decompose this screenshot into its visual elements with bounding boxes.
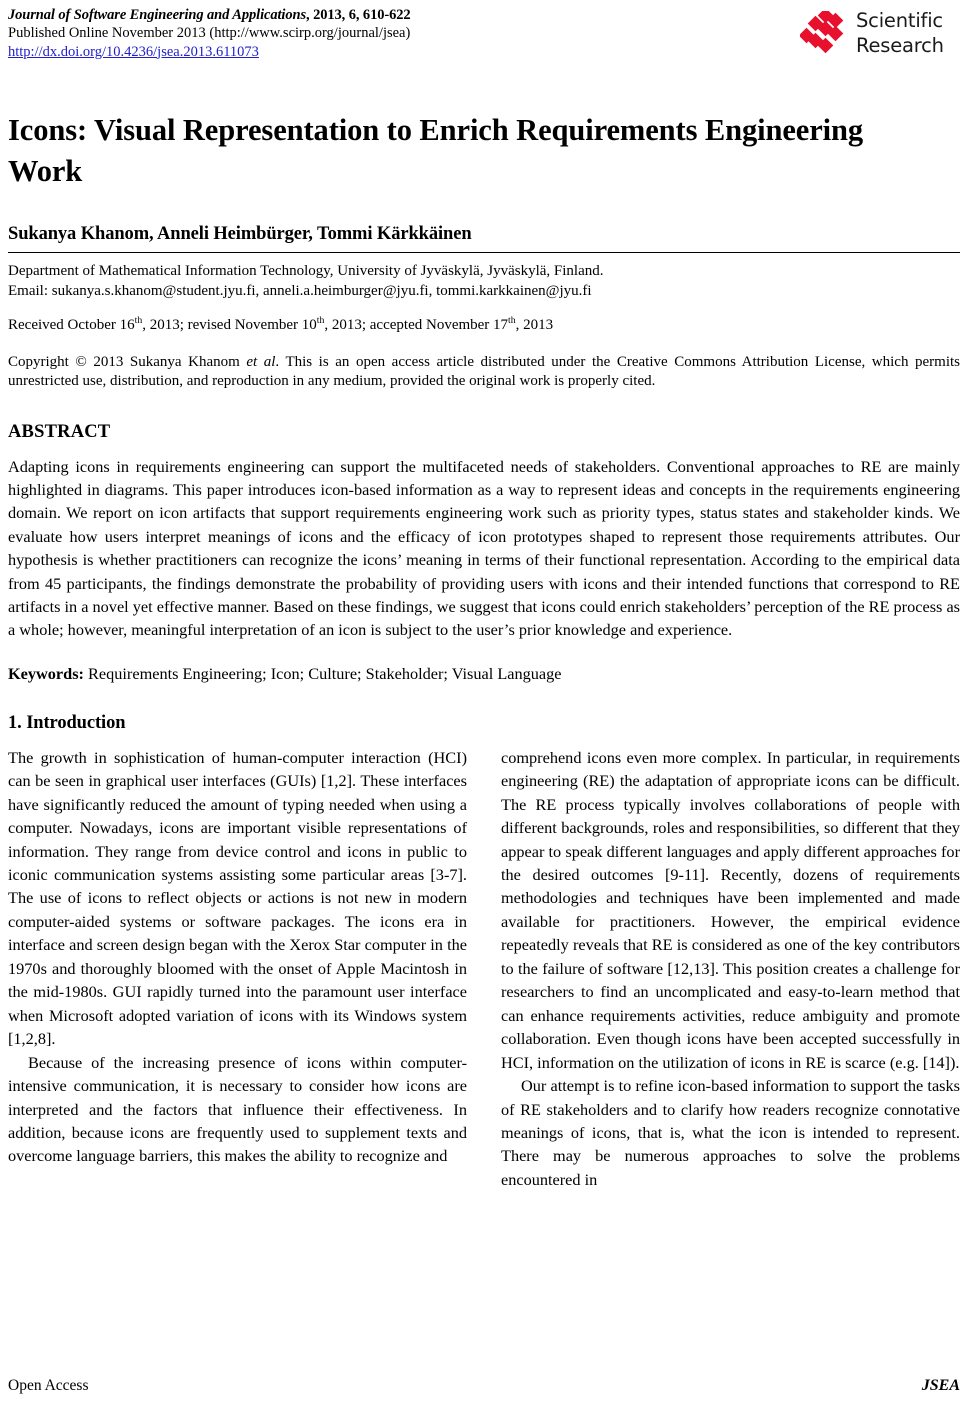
paragraph: Because of the increasing presence of icons within computer-intensive communication, it is necessary to consider how icons are interpreted and the factors that influence their effectiveness. In addition, because icons are frequently used to supplement texts and overcome language barriers, this makes the ability to recognize and (8, 1052, 467, 1166)
page-footer (8, 1377, 960, 1395)
doi-link[interactable]: http://dx.doi.org/10.4236/jsea.2013.611073 (8, 43, 259, 60)
publisher-name (856, 8, 944, 58)
accepted-year: , 2013 (515, 317, 554, 333)
open-access-label: Open Access (8, 1377, 89, 1394)
publication-dates (8, 316, 960, 336)
masthead (8, 6, 960, 68)
left-column (8, 711, 467, 1192)
paragraph: Our attempt is to refine icon-based information to support the tasks of RE stakeholders and to clarify how readers recognize connotative meanings of icons, that is, what the icon is intended to represent. There may be numerous approaches to solve the problems encountered in (501, 1076, 960, 1189)
author-list: Sukanya Khanom, Anneli Heimbürger, Tommi Kärkkäinen (8, 224, 472, 244)
paragraph: The growth in sophistication of human-computer interaction (HCI) can be seen in graphical user interfaces (GUIs) [1,2]. These interfaces have significantly reduced the amount of typing needed when using a computer. Nowadays, icons are important visible representations of information. They range from device control and icons in public to iconic communication systems assisting some particular areas [3-7]. The use of icons to reflect objects or actions is not new in modern computer-aided systems or software packages. The icons era in interface and screen design began with the Xerox Star computer in the 1970s and thoroughly bloomed with the onset of Apple Macintosh in the mid-1980s. GUI rapidly turned into the paramount user interface when Microsoft adopted variation of icons with its Windows system [1,2,8]. (8, 747, 467, 1049)
header-divider (8, 252, 960, 253)
publisher-logo (800, 8, 960, 62)
affiliation-line: Department of Mathematical Information Technology, University of Jyväskylä, Jyväskylä, Finland. (8, 263, 604, 279)
page-content (8, 6, 960, 1191)
doi-line (8, 43, 798, 62)
column-top-spacer (501, 711, 960, 746)
revised-ordinal: th (316, 315, 325, 326)
keywords-list: Requirements Engineering; Icon; Culture; Stakeholder; Visual Language (83, 663, 562, 683)
body-columns (8, 711, 960, 1192)
journal-name: Journal of Software Engineering and Applications (8, 7, 307, 23)
section-heading-introduction: 1. Introduction (8, 712, 126, 733)
copyright-post: . This is an open access article distributed under the Creative Commons Attribution License, which permits unrestricted use, distribution, and reproduction in any medium, provided the original work is properly cited. (8, 353, 961, 389)
accepted-label: , 2013; accepted November 17 (324, 317, 509, 333)
received-label: Received October 16 (8, 317, 135, 333)
journal-volume: , 2013, 6, 610-622 (306, 7, 411, 23)
masthead-text (8, 6, 798, 61)
affiliation-block (8, 262, 960, 301)
publisher-name-line1: Scientific (856, 9, 943, 32)
scientific-research-diamond-logo-icon (800, 11, 854, 59)
accepted-ordinal: th (508, 315, 516, 326)
journal-citation-line (8, 6, 798, 24)
journal-abbreviation: JSEA (921, 1377, 960, 1394)
revised-label: , 2013; revised November 10 (142, 317, 317, 333)
copyright-etal: et al (246, 353, 276, 370)
abstract-heading: ABSTRACT (8, 421, 111, 442)
paragraph: comprehend icons even more complex. In particular, in requirements engineering (RE) the adaptation of appropriate icons can be difficult. The RE process typically involves collaborations of people with different backgrounds, roles and responsibilities, so different that they appear to speak different languages and apply different approaches for the desired outcomes [9-11]. Recently, dozens of requirements methodologies and techniques have been implemented and made available for practitioners. However, the empirical evidence repeatedly reveals that RE is considered as one of the key contributors to the failure of software [12,13]. This position creates a challenge for researchers to find an uncomplicated and easy-to-learn method that can enhance requirements activities, reduce ambiguity and promote collaboration. Even though icons have been accepted successfully in HCI, information on the utilization of icons in RE is scarce (e.g. [14]). (501, 747, 960, 1072)
keywords-block (8, 662, 960, 685)
keywords-label: Keywords: (8, 663, 84, 683)
copyright-pre: Copyright © 2013 Sukanya Khanom (8, 353, 247, 370)
right-column (501, 711, 960, 1192)
email-line: Email: sukanya.s.khanom@student.jyu.fi, anneli.a.heimburger@jyu.fi, tommi.karkkainen@jyu.fi (8, 282, 592, 299)
paper-title: Icons: Visual Representation to Enrich Requirements Engineering Work (8, 113, 864, 188)
received-ordinal: th (134, 315, 143, 326)
publisher-name-line2: Research (856, 34, 944, 57)
abstract-text: Adapting icons in requirements engineering can support the multifaceted needs of stakeholders. Conventional approaches to RE are mainly highlighted in diagrams. This paper introduces icon-based information as a way to represent ideas and concepts in the requirements engineering domain. We report on icon artifacts that support requirements engineering work such as priority types, status states and stakeholder kinds. We evaluate how users interpret meanings of icons and the efficacy of icon prototypes shaped to represent those requirements attributes. Our hypothesis is whether practitioners can recognize the icons’ meaning in terms of their functional representation. According to the empirical data from 45 participants, the findings demonstrate the probability of providing users with icons and their intended functions that correspond to RE artifacts in a novel yet effective manner. Based on these findings, we suggest that icons could enrich stakeholders’ perception of the RE process as a whole; however, meaningful interpretation of an icon is subject to the user’s prior knowledge and experience. (8, 456, 961, 640)
published-online-line: Published Online November 2013 (http://www.scirp.org/journal/jsea) (8, 25, 411, 41)
copyright-notice (8, 353, 960, 392)
